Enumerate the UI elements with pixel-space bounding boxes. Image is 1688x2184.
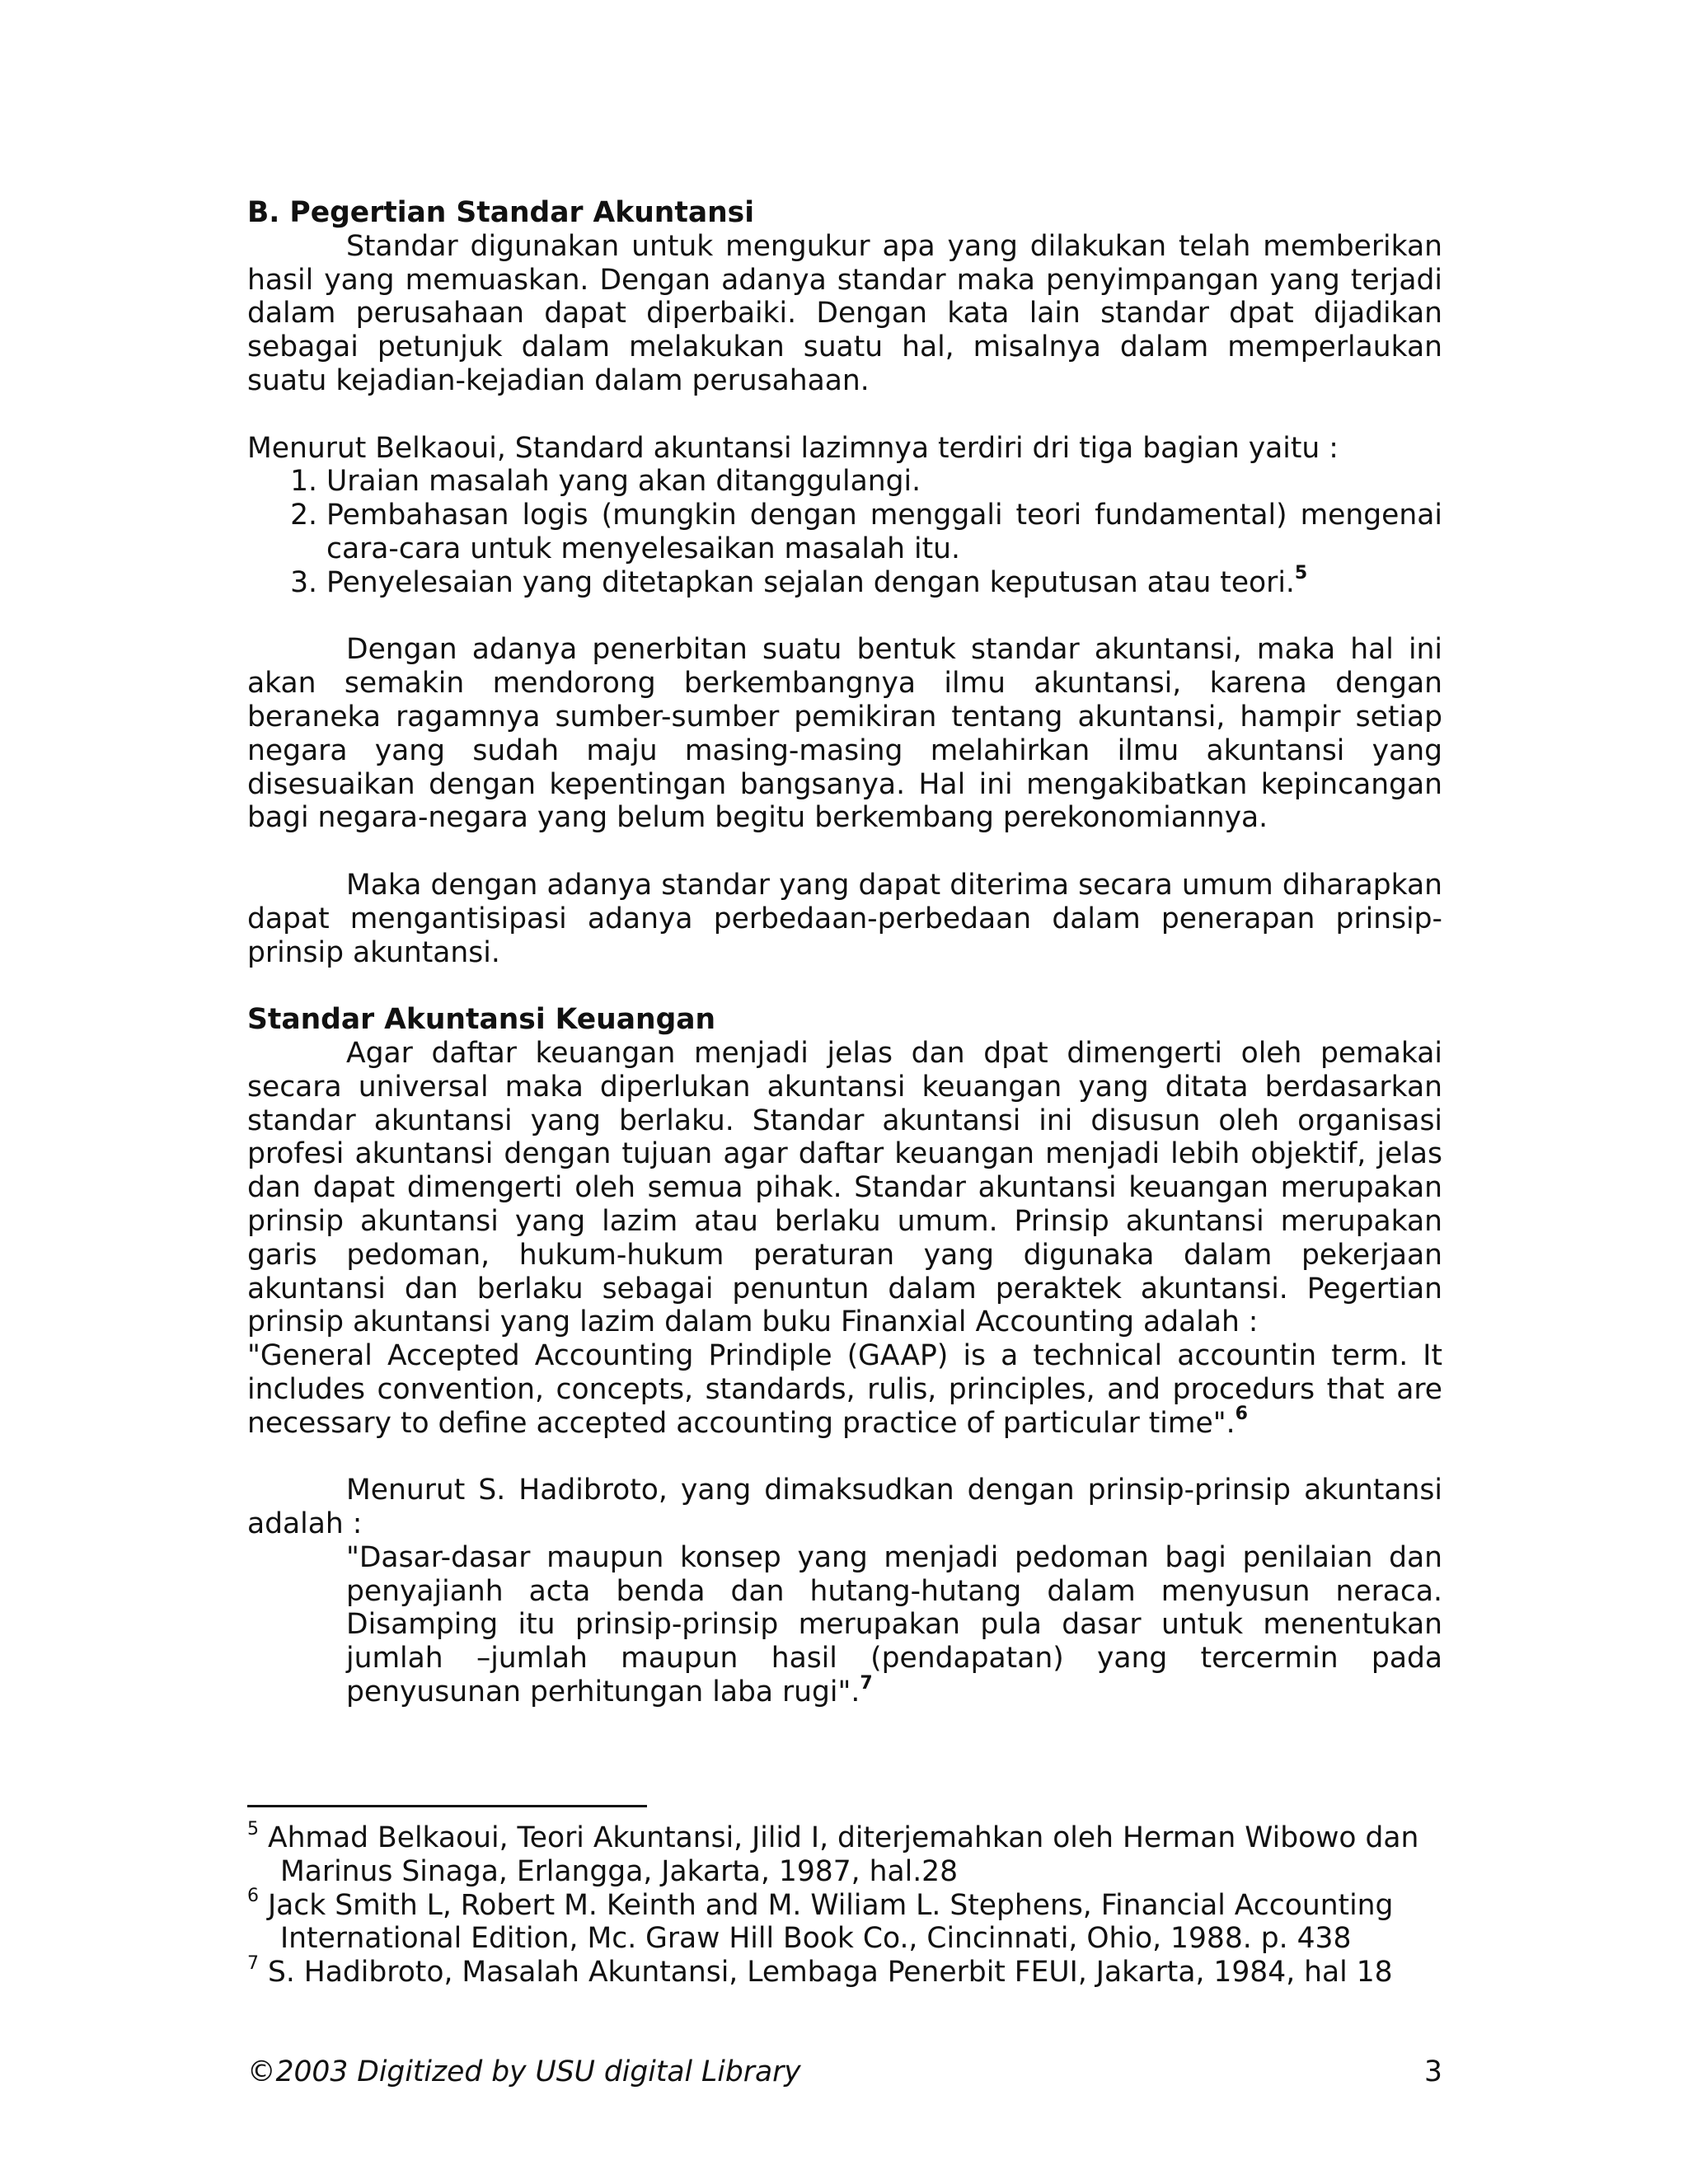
quote-gaap: "General Accepted Accounting Prindiple (GAAP) is a technical accountin term. It includes convention, concepts, standards, rulis, principles, and procedurs that are necessary to define accepted accounting practice of particular time".$^6$ [247,1339,1442,1440]
quote-hadibroto: "Dasar-dasar maupun konsep yang menjadi pedoman bagi penilaian dan penyajianh acta benda dan hutang-hutang dalam menyusun neraca. Disamping itu prinsip-prinsip merupakan pula dasar untuk menentukan jumlah –jumlah maupun hasil (pendapatan) yang tercermin pada penyusunan perhitungan laba rugi".$^7$ [346,1540,1442,1709]
footnote-7: $^7$ S. Hadibroto, Masalah Akuntansi, Lembaga Penerbit FEUI, Jakarta, 1984, hal 18 [247,1952,1393,1990]
paragraph-penerbitan-standar: Dengan adanya penerbitan suatu bentuk standar akuntansi, maka hal ini akan semakin mendorong berkembangnya ilmu akuntansi, karena dengan beraneka ragamnya sumber-sumber pemikiran tentang akuntansi, hampir setiap negara yang sudah maju masing-masing melahirkan ilmu akuntansi yang disesuaikan dengan kepentingan bangsanya. Hal ini mengakibatkan kepincangan bagi negara-negara yang belum begitu berkembang perekonomiannya. [247,633,1442,835]
footnote-6: $^6$ Jack Smith L, Robert M. Keinth and M. Wiliam L. Stephens, Financial Accounting International Edition, Mc. Graw Hill Book Co., Cincinnati, Ohio, 1988. p. 438 [247,1886,1394,1956]
paragraph-sak-definition: Agar daftar keuangan menjadi jelas dan dpat dimengerti oleh pemakai secara universal maka diperlukan akuntansi keuangan yang ditata berdasarkan standar akuntansi yang berlaku. Standar akuntansi ini disusun oleh organisasi profesi akuntansi dengan tujuan agar daftar keuangan menjadi lebih objektif, jelas dan dapat dimengerti oleh semua pihak. Standar akuntansi keuangan merupakan prinsip akuntansi yang lazim atau berlaku umum. Prinsip akuntansi merupakan garis pedoman, hukum-hukum peraturan yang digunaka dalam pekerjaan akuntansi dan berlaku sebagai penuntun dalam peraktek akuntansi. Pegertian prinsip akuntansi yang lazim dalam buku Finanxial Accounting adalah : [247,1036,1442,1339]
footnote-5: $^5$ Ahmad Belkaoui, Teori Akuntansi, Jilid I, diterjemahkan oleh Herman Wibowo dan Marinus Sinaga, Erlangga, Jakarta, 1987, hal.28 [247,1818,1419,1888]
section-heading-sak: Standar Akuntansi Keuangan [247,1003,716,1037]
paragraph-belkaoui-intro: Menurut Belkaoui, Standard akuntansi lazimnya terdiri dri tiga bagian yaitu : [247,431,1339,465]
footnote-ref-7: 7 [860,1672,873,1694]
page-number: 3 [1424,2055,1442,2088]
footer-copyright: ©2003 Digitized by USU digital Library [247,2055,801,2088]
document-page [247,196,1442,1709]
footnotes [247,1818,1442,1990]
list-item: 3. Penyelesaian yang ditetapkan sejalan dengan keputusan atau teori.$^5$ [326,566,1442,600]
footnote-separator [247,1805,647,1807]
page-footer [247,2055,1442,2089]
belkaoui-list [247,465,1442,599]
paragraph-hadibroto: Menurut S. Hadibroto, yang dimaksudkan dengan prinsip-prinsip akuntansi adalah : [247,1474,1442,1541]
paragraph-standar-umum: Maka dengan adanya standar yang dapat diterima secara umum diharapkan dapat mengantisipasi adanya perbedaan-perbedaan dalam penerapan prinsip-prinsip akuntansi. [247,868,1442,969]
section-heading-pegertian: B. Pegertian Standar Akuntansi [247,196,755,229]
list-item: 2. Pembahasan logis (mungkin dengan menggali teori fundamental) mengenai cara-cara untuk menyelesaikan masalah itu. [326,499,1442,566]
list-item: 1. Uraian masalah yang akan ditanggulangi. [326,465,1442,499]
paragraph-standar-definition: Standar digunakan untuk mengukur apa yang dilakukan telah memberikan hasil yang memuaskan. Dengan adanya standar maka penyimpangan yang terjadi dalam perusahaan dapat diperbaiki. Dengan kata lain standar dpat dijadikan sebagai petunjuk dalam melakukan suatu hal, misalnya dalam memperlaukan suatu kejadian-kejadian dalam perusahaan. [247,229,1442,397]
footnote-ref-5: 5 [1294,563,1308,584]
footnote-ref-6: 6 [1235,1404,1248,1425]
